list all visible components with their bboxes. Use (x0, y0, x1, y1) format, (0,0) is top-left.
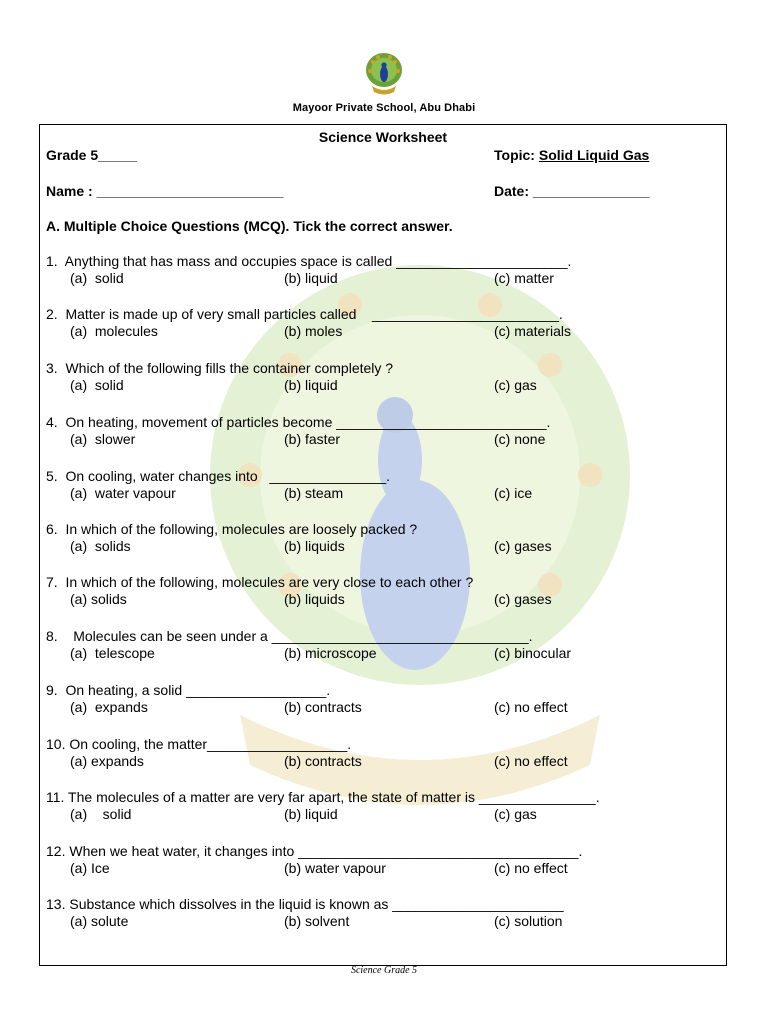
question-item (46, 306, 722, 341)
topic-field (494, 147, 649, 163)
answer-option-a[interactable]: (a) solid (70, 270, 124, 286)
answer-option-a[interactable]: (a) expands (70, 753, 144, 769)
answer-options (46, 323, 722, 341)
answer-option-a[interactable]: (a) solids (70, 591, 127, 607)
question-item (46, 682, 722, 717)
answer-option-c[interactable]: (c) no effect (494, 699, 568, 715)
school-name: Mayoor Private School, Abu Dhabi (292, 102, 476, 114)
answer-option-b[interactable]: (b) liquids (284, 591, 345, 607)
answer-option-b[interactable]: (b) liquid (284, 270, 338, 286)
answer-option-a[interactable]: (a) solid (70, 377, 124, 393)
page-footer: Science Grade 5 (350, 965, 418, 976)
question-item (46, 789, 722, 824)
school-header (0, 52, 768, 114)
question-stem: 7. In which of the following, molecules are very close to each other ? (46, 574, 474, 590)
date-field: Date: _______________ (494, 183, 650, 199)
answer-option-c[interactable]: (c) no effect (494, 860, 568, 876)
answer-option-b[interactable]: (b) liquid (284, 806, 338, 822)
answer-option-c[interactable]: (c) ice (494, 485, 533, 501)
question-stem: 2. Matter is made up of very small particles called ________________________. (46, 306, 563, 322)
question-item (46, 468, 722, 503)
worksheet-title: Science Worksheet (318, 129, 448, 145)
answer-option-c[interactable]: (c) no effect (494, 753, 568, 769)
answer-option-b[interactable]: (b) contracts (284, 699, 362, 715)
name-field: Name : ________________________ (46, 183, 284, 199)
answer-option-c[interactable]: (c) gases (494, 591, 552, 607)
answer-options (46, 431, 722, 449)
answer-options (46, 591, 722, 609)
question-item (46, 521, 722, 556)
peacock-logo-icon (364, 52, 404, 98)
answer-option-c[interactable]: (c) none (494, 431, 546, 447)
answer-option-b[interactable]: (b) solvent (284, 913, 350, 929)
question-item (46, 736, 722, 771)
question-item (46, 628, 722, 663)
answer-option-a[interactable]: (a) Ice (70, 860, 110, 876)
answer-option-a[interactable]: (a) solids (70, 538, 131, 554)
question-stem: 4. On heating, movement of particles become ___________________________. (46, 414, 551, 430)
question-item (46, 253, 722, 288)
answer-option-a[interactable]: (a) solid (70, 806, 132, 822)
answer-option-c[interactable]: (c) solution (494, 913, 563, 929)
answer-option-a[interactable]: (a) telescope (70, 645, 155, 661)
answer-options (46, 860, 722, 878)
question-item (46, 574, 722, 609)
answer-options (46, 699, 722, 717)
question-stem: 13. Substance which dissolves in the liquid is known as ______________________ (46, 896, 564, 912)
question-stem: 5. On cooling, water changes into _______________. (46, 468, 391, 484)
answer-option-b[interactable]: (b) faster (284, 431, 341, 447)
answer-option-b[interactable]: (b) steam (284, 485, 344, 501)
grade-field: Grade 5_____ (46, 147, 138, 163)
worksheet-frame (39, 124, 727, 966)
answer-option-a[interactable]: (a) expands (70, 699, 148, 715)
answer-option-a[interactable]: (a) molecules (70, 323, 158, 339)
answer-option-b[interactable]: (b) moles (284, 323, 343, 339)
answer-option-b[interactable]: (b) liquids (284, 538, 345, 554)
question-item (46, 360, 722, 395)
answer-options (46, 913, 722, 931)
question-stem: 12. When we heat water, it changes into ____________________________________. (46, 843, 583, 859)
answer-options (46, 645, 722, 663)
answer-options (46, 538, 722, 556)
answer-option-b[interactable]: (b) microscope (284, 645, 377, 661)
topic-label: Topic: (494, 147, 535, 163)
answer-option-c[interactable]: (c) materials (494, 323, 572, 339)
question-item (46, 414, 722, 449)
answer-options (46, 270, 722, 288)
answer-option-c[interactable]: (c) binocular (494, 645, 572, 661)
answer-option-a[interactable]: (a) slower (70, 431, 136, 447)
question-stem: 11. The molecules of a matter are very far apart, the state of matter is _______________. (46, 789, 600, 805)
answer-options (46, 753, 722, 771)
question-stem: 8. Molecules can be seen under a _________________________________. (46, 628, 533, 644)
answer-option-b[interactable]: (b) water vapour (284, 860, 386, 876)
question-stem: 3. Which of the following fills the container completely ? (46, 360, 394, 376)
answer-options (46, 377, 722, 395)
answer-option-a[interactable]: (a) solute (70, 913, 129, 929)
question-stem: 9. On heating, a solid __________________. (46, 682, 331, 698)
answer-options (46, 806, 722, 824)
answer-option-a[interactable]: (a) water vapour (70, 485, 176, 501)
answer-option-c[interactable]: (c) gas (494, 377, 537, 393)
answer-option-c[interactable]: (c) matter (494, 270, 554, 286)
section-heading: A. Multiple Choice Questions (MCQ). Tick the correct answer. (46, 218, 453, 234)
question-stem: 1. Anything that has mass and occupies space is called ______________________. (46, 253, 572, 269)
answer-option-b[interactable]: (b) contracts (284, 753, 362, 769)
answer-option-c[interactable]: (c) gas (494, 806, 537, 822)
question-stem: 6. In which of the following, molecules are loosely packed ? (46, 521, 418, 537)
question-stem: 10. On cooling, the matter__________________. (46, 736, 352, 752)
answer-option-b[interactable]: (b) liquid (284, 377, 338, 393)
answer-options (46, 485, 722, 503)
topic-value: Solid Liquid Gas (538, 147, 650, 163)
question-item (46, 843, 722, 878)
answer-option-c[interactable]: (c) gases (494, 538, 552, 554)
question-item (46, 896, 722, 931)
